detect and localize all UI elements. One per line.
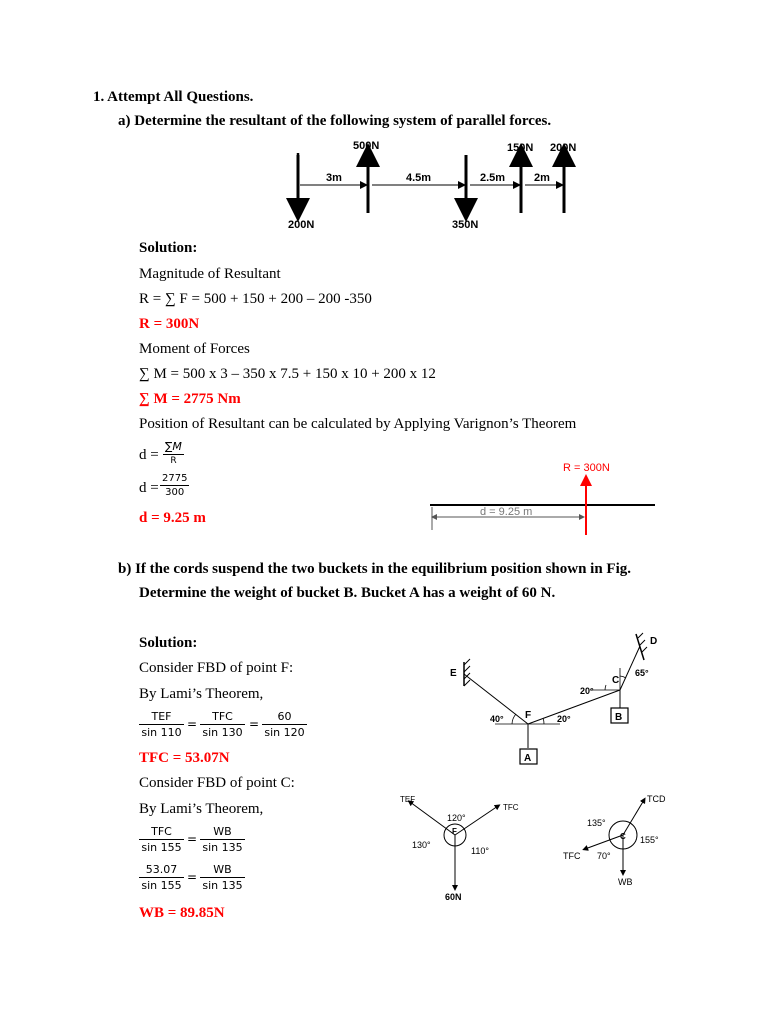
angle-120-label: 120° <box>447 813 466 823</box>
wb-label: WB <box>618 877 633 887</box>
moment-heading: Moment of Forces <box>139 341 250 357</box>
eq1-fraction-tef <box>139 710 184 739</box>
tcd-label: TCD <box>647 794 666 804</box>
sin155-label: sin 155 <box>141 879 182 892</box>
distance-label: d = 9.25 m <box>480 506 533 518</box>
eq1-fraction-60 <box>262 710 307 739</box>
label-angle-40: 40° <box>490 714 504 724</box>
label-b: B <box>615 712 623 723</box>
label-c: C <box>612 675 620 686</box>
lami-heading-2: By Lami’s Theorem, <box>139 801 264 817</box>
angle-155-label: 155° <box>640 835 659 845</box>
fbd-c-heading: Consider FBD of point C: <box>139 775 295 791</box>
resultant-label: R = 300N <box>563 462 610 474</box>
weight-60-label: 60 <box>277 710 292 723</box>
tfc-label: TFC <box>563 851 581 861</box>
d-prefix-1: d = <box>139 447 159 463</box>
label-angle-65: 65° <box>635 668 649 678</box>
fbd-f-heading: Consider FBD of point F: <box>139 660 294 676</box>
sum-moments-eq: ∑ M = 500 x 3 – 350 x 7.5 + 150 x 10 + 200 x 12 <box>139 366 436 382</box>
angle-130-label: 130° <box>412 840 431 850</box>
point-f-label: F <box>452 827 457 836</box>
sin155-label: sin 155 <box>141 841 182 854</box>
fraction-m-over-r <box>163 440 184 466</box>
sum-forces-eq: R = ∑ F = 500 + 150 + 200 – 200 -350 <box>139 291 372 307</box>
tfc-label: TFC <box>151 825 172 838</box>
label-a: A <box>524 753 532 764</box>
wall-d <box>636 634 644 660</box>
label-4-5m: 4.5m <box>406 172 432 184</box>
fraction-numerator: 2775 <box>162 473 188 484</box>
parallel-forces-diagram <box>280 135 590 235</box>
label-angle-20-f: 20° <box>557 714 571 724</box>
question-1-heading: 1. Attempt All Questions. <box>93 89 254 105</box>
fraction-denominator: 300 <box>165 487 185 498</box>
weight-60n-label: 60N <box>445 892 462 902</box>
label-3m: 3m <box>326 172 342 184</box>
wb-label: WB <box>213 825 232 838</box>
fraction-numerator: ∑M <box>165 440 182 453</box>
question-a-heading: a) Determine the resultant of the following system of parallel forces. <box>118 113 552 129</box>
angle-110-label: 110° <box>471 846 489 856</box>
tef-label: TEF <box>400 795 416 804</box>
solution-a-heading: Solution: <box>139 240 198 256</box>
cord-fc <box>528 690 623 724</box>
label-2m: 2m <box>534 172 550 184</box>
distance-result: d = 9.25 m <box>139 510 206 526</box>
sin135-label: sin 135 <box>202 841 243 854</box>
eq1-fraction-tfc <box>200 710 245 739</box>
solution-b-heading: Solution: <box>139 635 198 651</box>
wb-label: WB <box>213 863 232 876</box>
angle-70-label: 70° <box>597 851 611 861</box>
tfc-value-label: 53.07 <box>145 863 178 876</box>
label-d: D <box>650 636 658 647</box>
question-b-line2: Determine the weight of bucket B. Bucket A has a weight of 60 N. <box>139 585 556 601</box>
equals-sign: = <box>187 717 198 731</box>
sin120-label: sin 120 <box>264 726 305 739</box>
lami-heading-1: By Lami’s Theorem, <box>139 686 264 702</box>
equals-sign: = <box>187 832 198 846</box>
buckets-cord-figure <box>440 628 670 770</box>
fraction-2775-over-300 <box>160 473 189 498</box>
label-2-5m: 2.5m <box>480 172 506 184</box>
tef-label: TEF <box>151 710 172 723</box>
equals-sign: = <box>187 870 198 884</box>
fbd-point-f-figure <box>395 790 520 905</box>
tfc-result: TFC = 53.07N <box>139 750 230 766</box>
resultant-position-diagram <box>425 455 660 540</box>
sin130-label: sin 130 <box>202 726 243 739</box>
sin110-label: sin 110 <box>141 726 182 739</box>
fbd-point-c-figure <box>560 785 680 890</box>
label-200n-left: 200N <box>288 219 315 231</box>
tfc-label: TFC <box>212 710 233 723</box>
eq2-fraction-wb <box>200 825 245 854</box>
label-f: F <box>525 710 532 721</box>
moment-result: ∑ M = 2775 Nm <box>139 391 241 407</box>
eq3-fraction-53 <box>139 863 184 892</box>
fraction-denominator: R <box>170 456 177 466</box>
sin135-label: sin 135 <box>202 879 243 892</box>
d-prefix-2: d = <box>139 480 159 496</box>
magnitude-heading: Magnitude of Resultant <box>139 266 281 282</box>
tfc-label: TFC <box>503 803 519 812</box>
label-e: E <box>450 668 457 679</box>
wb-result: WB = 89.85N <box>139 905 225 921</box>
question-b-line1: b) If the cords suspend the two buckets in the equilibrium position shown in Fig. <box>118 561 632 577</box>
label-150n: 150N <box>507 142 534 154</box>
eq2-fraction-tfc <box>139 825 184 854</box>
varignon-line: Position of Resultant can be calculated by Applying Varignon’s Theorem <box>139 416 577 432</box>
angle-135-label: 135° <box>587 818 606 828</box>
resultant-result: R = 300N <box>139 316 200 332</box>
label-angle-20-c: 20° <box>580 686 594 696</box>
point-c-label: C <box>620 832 626 841</box>
eq3-fraction-wb <box>200 863 245 892</box>
label-500n: 500N <box>353 140 380 152</box>
label-350n: 350N <box>452 219 479 231</box>
label-200n-right: 200N <box>550 142 577 154</box>
equals-sign: = <box>249 717 260 731</box>
